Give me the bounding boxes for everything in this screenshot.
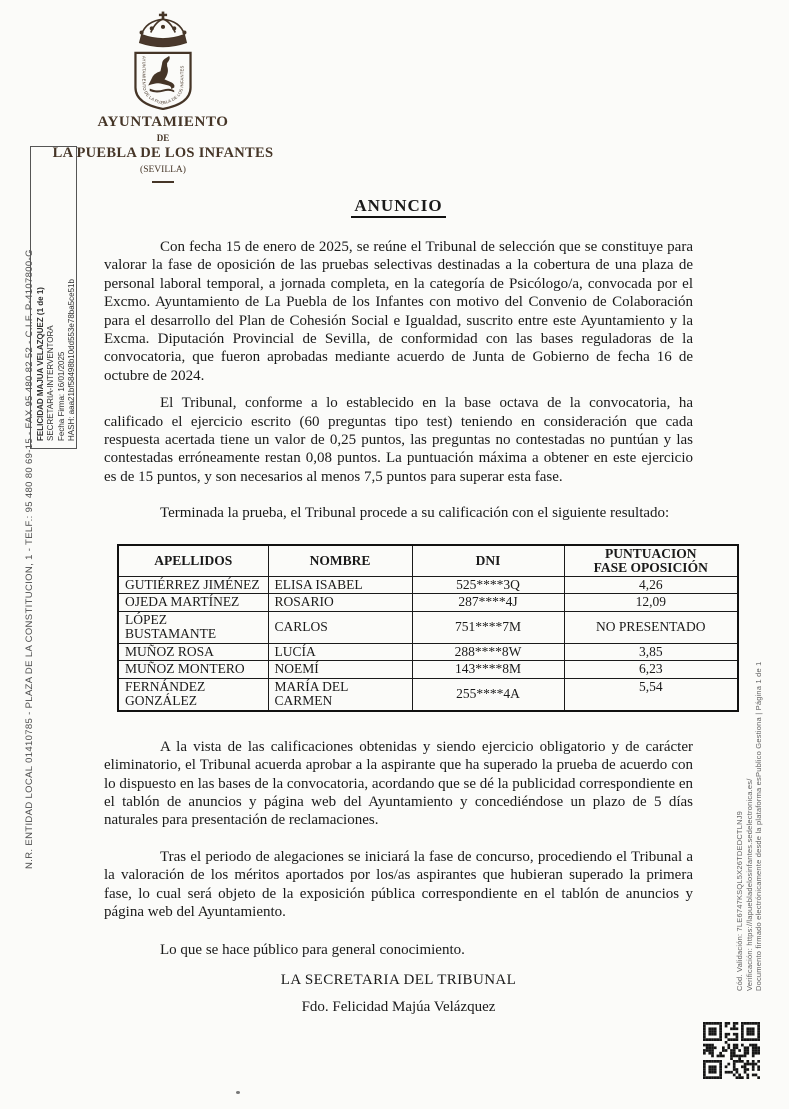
- entity-address-vertical-text: N.R. ENTIDAD LOCAL 01410785 - PLAZA DE LA CONSTITUCION, 1 - TELF.: 95 480 80 69-15 - FAX 95 480 82 52 - C.I.F. P-4107800-G: [24, 249, 35, 869]
- col-header-dni: DNI: [412, 545, 564, 577]
- cell-apellidos: MUÑOZ MONTERO: [118, 661, 268, 679]
- cell-apellidos: GUTIÉRREZ JIMÉNEZ: [118, 576, 268, 594]
- document-header: [43, 8, 283, 183]
- stamp-hash: HASH: aaa21bf58498b10dd553e78ba5ce51b: [67, 279, 77, 441]
- table-header-row: [118, 545, 738, 577]
- stamp-signature-date: Fecha Firma: 16/01/2025: [56, 351, 66, 441]
- cell-apellidos: LÓPEZ BUSTAMANTE: [118, 611, 268, 643]
- cell-puntuacion: 12,09: [564, 594, 738, 612]
- stamp-signer-name: FELICIDAD MAJUA VELAZQUEZ (1 de 1): [36, 287, 45, 441]
- crest-goat-figure: [148, 56, 174, 93]
- col-header-nombre: NOMBRE: [268, 545, 412, 577]
- cell-puntuacion: 3,85: [564, 643, 738, 661]
- paragraph-results-lead: Terminada la prueba, el Tribunal procede a su calificación con el siguiente resultado:: [160, 505, 670, 522]
- paragraph-intro: Con fecha 15 de enero de 2025, se reúne el Tribunal de selección que se constituye para valorar la fase de oposición de las pruebas selectivas destinadas a la cobertura de una plaza de personal laboral temporal, a jornada completa, en la categoría de Psicólogo/a, convocada por el Excmo. Ayuntamiento de La Puebla de los Infantes con motivo del Convenio de Colaboración para el desarrollo del Plan de Cohesión Social e Igualdad, suscrito entre este Ayuntamiento y la Excma. Diputación Provincial de Sevilla, de conformidad con las bases reguladoras de la convocatoria, que fueron aprobadas mediante acuerdo de Junta de Gobierno de fecha 16 de octubre de 2024.: [104, 239, 693, 384]
- coat-of-arms-icon: [117, 8, 209, 110]
- paragraph-next-phase: Tras el periodo de alegaciones se iniciará la fase de concurso, procediendo el Tribunal a la valoración de los méritos aportados por los/as aspirantes que hubieran superado la primera fase, lo cual será objeto de la exposición pública correspondiente en el tablón de anuncios y página web del Ayuntamiento.: [104, 848, 693, 920]
- table-row: [118, 643, 738, 661]
- col-header-puntuacion: PUNTUACION FASE OPOSICIÓN: [564, 545, 738, 577]
- cell-dni: 288****8W: [412, 643, 564, 661]
- org-name-line1: AYUNTAMIENTO: [97, 114, 229, 130]
- public-notice-line: Lo que se hace público para general conocimiento.: [160, 942, 465, 959]
- cell-nombre: MARÍA DEL CARMEN: [268, 678, 412, 711]
- cell-nombre: LUCÍA: [268, 643, 412, 661]
- paragraph-approval: A la vista de las calificaciones obtenidas y siendo ejercicio obligatorio y de carácter eliminatorio, el Tribunal acuerda aprobar a la aspirante que ha superado la prueba de acuerdo con lo dispuesto en las bases de la convocatoria, acordando que se dé la publicidad correspondiente en el tablón de anuncios y página web del Ayuntamiento y concediéndose un plazo de 5 días naturales para presentación de reclamaciones.: [104, 738, 693, 829]
- verification-url-vertical-text: Verificación: https://lapuebladelosinfantes.sedelectronica.es/: [745, 778, 754, 991]
- cell-dni: 143****8M: [412, 661, 564, 679]
- crest-ring-text: AYUNTAMIENTO DE LA PUEBLA DE LOS INFANTES: [141, 55, 185, 106]
- table-row: [118, 576, 738, 594]
- cell-dni: 525****3Q: [412, 576, 564, 594]
- cell-dni: 751****7M: [412, 611, 564, 643]
- document-body: [104, 196, 708, 1026]
- signature-line: Fdo. Felicidad Majúa Velázquez: [301, 998, 496, 1015]
- cell-puntuacion: NO PRESENTADO: [564, 611, 738, 643]
- table-row: [118, 611, 738, 643]
- cell-nombre: ROSARIO: [268, 594, 412, 612]
- cell-apellidos: OJEDA MARTÍNEZ: [118, 594, 268, 612]
- cell-nombre: ELISA ISABEL: [268, 576, 412, 594]
- stamp-signer-role: SECRETARIA-INTERVENTORA: [46, 325, 56, 441]
- cell-dni: 255****4A: [412, 678, 564, 711]
- signed-note-vertical-text: Documento firmado electrónicamente desde la plataforma esPublico Gestiona | Página 1 de 1: [754, 661, 763, 991]
- cell-puntuacion: 4,26: [564, 576, 738, 594]
- cell-apellidos: MUÑOZ ROSA: [118, 643, 268, 661]
- table-row: [118, 678, 738, 711]
- cell-dni: 287****4J: [412, 594, 564, 612]
- table-row: [118, 594, 738, 612]
- cell-nombre: CARLOS: [268, 611, 412, 643]
- signature-stamp-text: [36, 159, 78, 441]
- paragraph-scoring-rules: El Tribunal, conforme a lo establecido en la base octava de la convocatoria, ha calificado el ejercicio escrito (60 preguntas tipo test) teniendo en consideración que cada respuesta acertada tiene un valor de 0,25 puntos, las preguntas no contestadas no puntúan y las contestadas erróneamente restan 0,08 puntos. La puntuación máxima a obtener en este ejercicio es de 15 puntos, y son necesarios al menos 7,5 puntos para superar esta fase.: [104, 395, 693, 485]
- scan-speck: [236, 1091, 240, 1094]
- results-table: [117, 544, 739, 712]
- cell-apellidos: FERNÁNDEZ GONZÁLEZ: [118, 678, 268, 711]
- announcement-title: ANUNCIO: [104, 196, 693, 216]
- cell-puntuacion: 6,23: [564, 661, 738, 679]
- cell-nombre: NOEMÍ: [268, 661, 412, 679]
- cell-puntuacion: 5,54: [564, 678, 738, 711]
- org-name-line2: DE: [156, 133, 170, 143]
- secretary-title: LA SECRETARIA DEL TRIBUNAL: [280, 971, 517, 988]
- col-header-apellidos: APELLIDOS: [118, 545, 268, 577]
- qr-code: [703, 1022, 760, 1079]
- table-row: [118, 661, 738, 679]
- validation-code-vertical-text: Cód. Validación: 7LE6747KSQL5X26TDEDCTLNJ9: [735, 810, 744, 991]
- header-rule: [152, 181, 174, 183]
- org-name-line3: LA PUEBLA DE LOS INFANTES: [52, 145, 274, 161]
- org-province: (SEVILLA): [140, 165, 186, 175]
